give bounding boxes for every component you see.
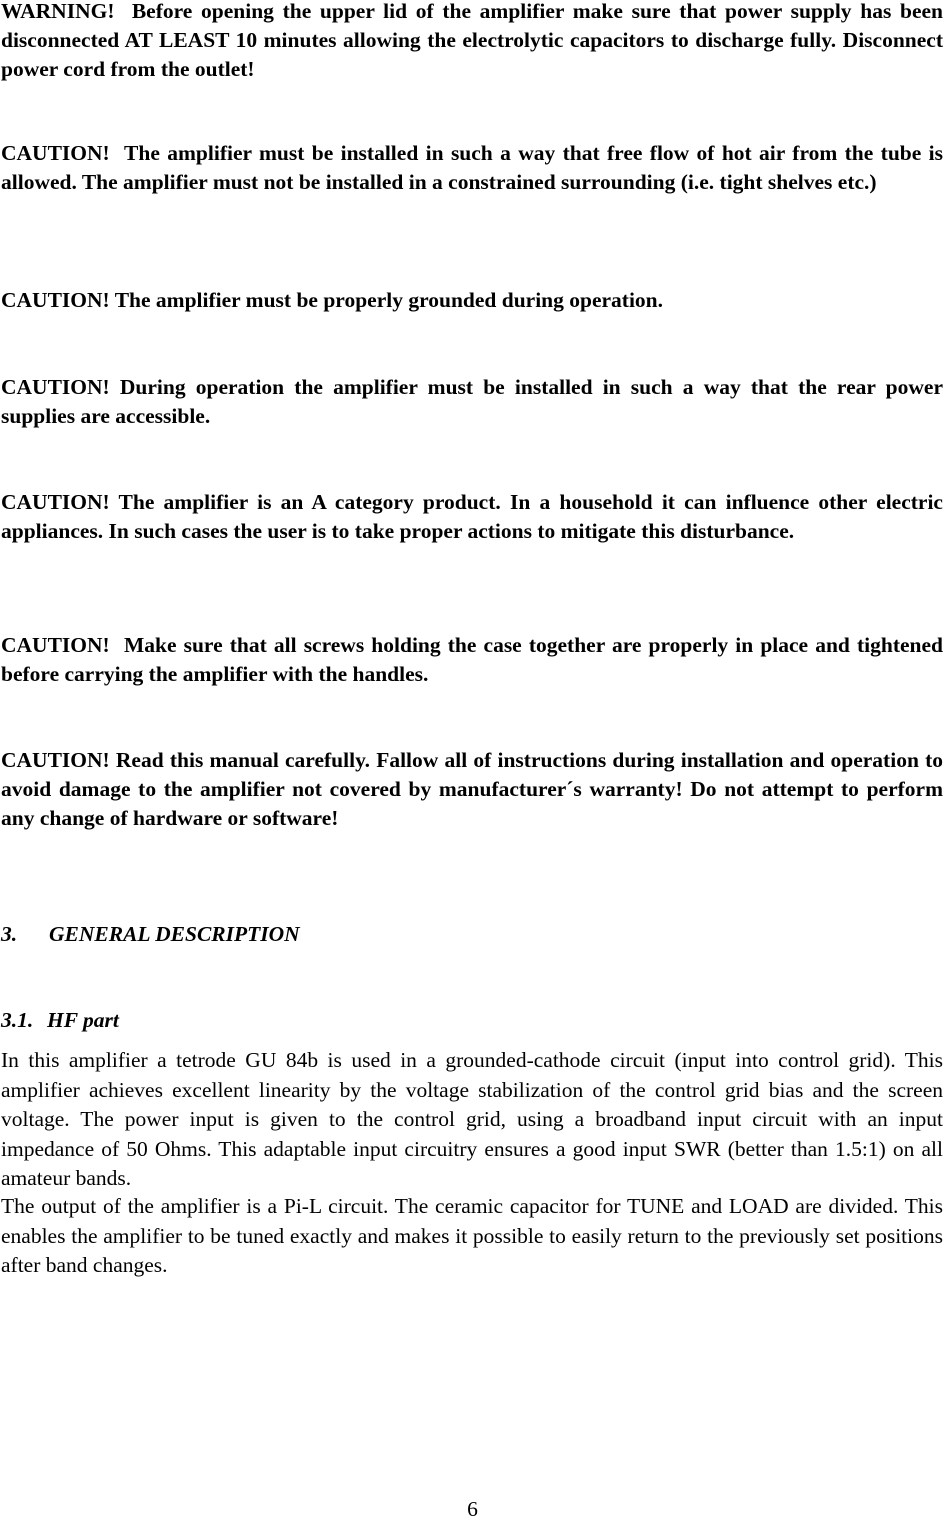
notice-text: Before opening the upper lid of the amplifier make sure that power supply has been disconnected AT LEAST 10 minutes allowing the electrolytic capacitors to discharge fully. Disconnect power cord from the outlet! bbox=[1, 0, 943, 81]
notice-label: CAUTION! bbox=[1, 141, 110, 165]
notice-text: Read this manual carefully. Fallow all of instructions during installation and operation to avoid damage to the amplifier not covered by manufacturer´s warranty! Do not attempt to perform any change of hardware or software! bbox=[1, 748, 943, 830]
caution-screws bbox=[1, 631, 943, 689]
warning-power-disconnect bbox=[1, 0, 943, 84]
notice-label: CAUTION! bbox=[1, 633, 110, 657]
section-heading bbox=[1, 920, 300, 949]
page-number: 6 bbox=[467, 1497, 478, 1521]
notice-label: WARNING! bbox=[1, 0, 115, 23]
notice-text: During operation the amplifier must be installed in such a way that the rear power supplies are accessible. bbox=[1, 375, 943, 428]
subsection-title: HF part bbox=[47, 1008, 119, 1032]
subsection-number: 3.1. bbox=[1, 1008, 34, 1032]
notice-text: Make sure that all screws holding the case together are properly in place and tightened before carrying the amplifier with the handles. bbox=[1, 633, 943, 686]
caution-category-a bbox=[1, 488, 943, 546]
caution-rear-access bbox=[1, 373, 943, 431]
caution-read-manual bbox=[1, 746, 943, 833]
subsection-heading bbox=[1, 1006, 119, 1035]
paragraph-input-circuit: In this amplifier a tetrode GU 84b is used in a grounded-cathode circuit (input into control grid). This amplifier achieves excellent linearity by the voltage stabilization of the control grid bias and the screen voltage. The power input is given to the control grid, using a broadband input circuit with an input impedance of 50 Ohms. This adaptable input circuitry ensures a good input SWR (better than 1.5:1) on all amateur bands. bbox=[1, 1048, 943, 1190]
notice-label: CAUTION! bbox=[1, 288, 110, 312]
paragraph-output-circuit: The output of the amplifier is a Pi-L circuit. The ceramic capacitor for TUNE and LOAD are divided. This enables the amplifier to be tuned exactly and makes it possible to easily return to the previously set positions after band changes. bbox=[1, 1194, 943, 1277]
notice-text: The amplifier is an A category product. In a household it can influence other electric appliances. In such cases the user is to take proper actions to mitigate this disturbance. bbox=[1, 490, 943, 543]
caution-grounding bbox=[1, 286, 943, 315]
section-title: GENERAL DESCRIPTION bbox=[49, 922, 300, 946]
caution-hot-air bbox=[1, 139, 943, 197]
notice-label: CAUTION! bbox=[1, 375, 110, 399]
section-number: 3. bbox=[1, 922, 18, 946]
notice-text: The amplifier must be installed in such a way that free flow of hot air from the tube is allowed. The amplifier must not be installed in a constrained surrounding (i.e. tight shelves etc.) bbox=[1, 141, 943, 194]
notice-label: CAUTION! bbox=[1, 748, 110, 772]
notice-text: The amplifier must be properly grounded during operation. bbox=[114, 288, 664, 312]
notice-label: CAUTION! bbox=[1, 490, 110, 514]
